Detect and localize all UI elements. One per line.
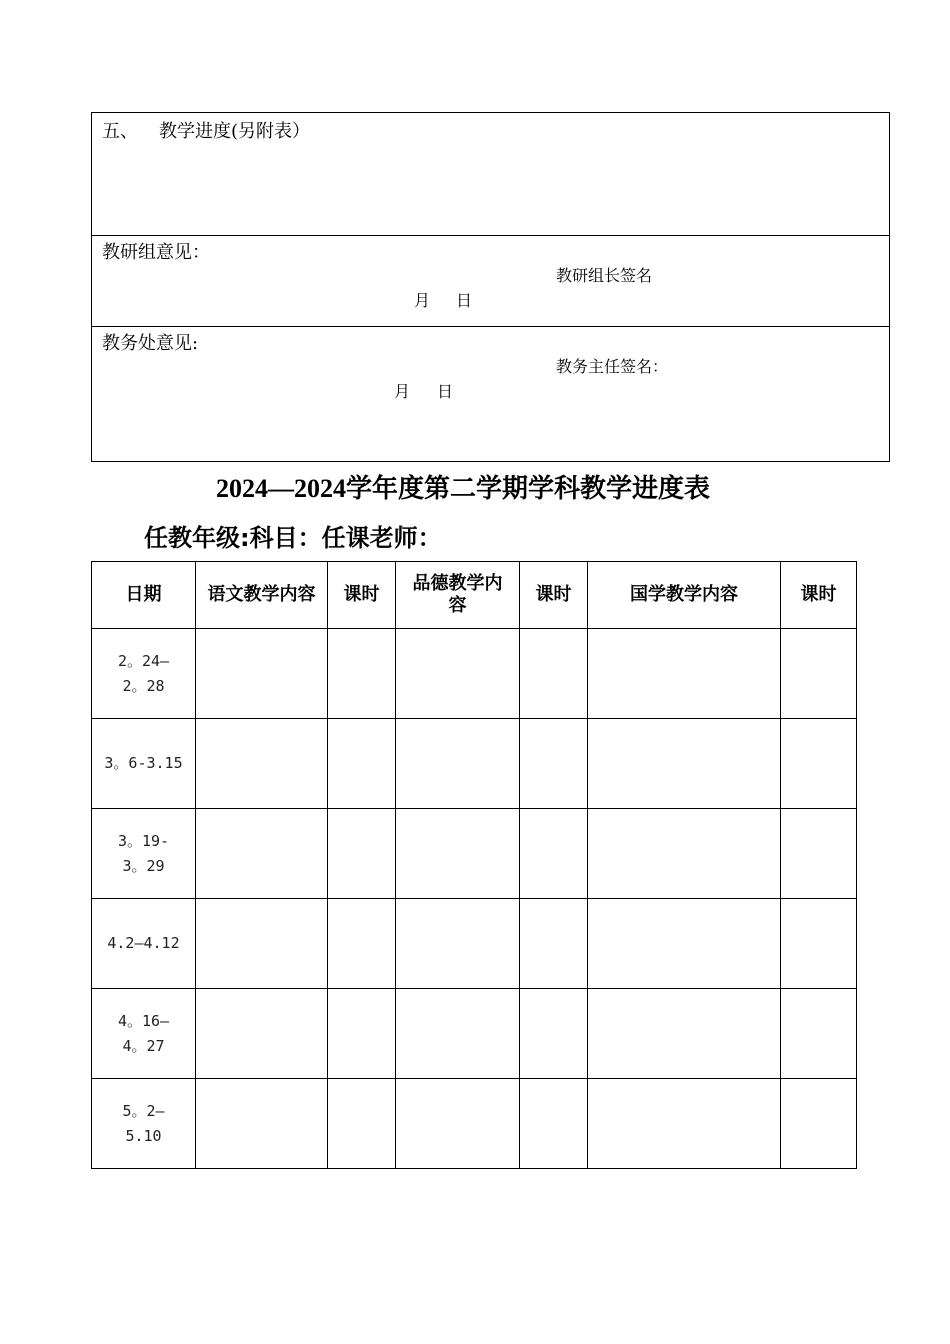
empty-cell: [588, 719, 781, 809]
empty-cell: [328, 629, 396, 719]
office-director-signature: 教务主任签名：: [556, 357, 669, 376]
header-morality-content: [396, 562, 520, 629]
empty-cell: [520, 1079, 588, 1169]
empty-cell: [196, 629, 328, 719]
empty-cell: [781, 1079, 857, 1169]
date-line: 5.10: [125, 1126, 162, 1145]
header-morality-content-label: 品德教学内容: [412, 573, 503, 616]
empty-cell: [196, 1079, 328, 1169]
office-date-month: 月: [394, 382, 411, 401]
table-row: [92, 719, 857, 809]
group-date-day: 日: [456, 291, 473, 310]
empty-cell: [520, 809, 588, 899]
date-line: 3。6-3.15: [104, 754, 183, 772]
empty-cell: [520, 719, 588, 809]
empty-cell: [328, 1079, 396, 1169]
empty-cell: [588, 629, 781, 719]
table-row: [92, 1079, 857, 1169]
empty-cell: [588, 1079, 781, 1169]
page-subtitle: 任教年级:科目：任课老师：: [144, 524, 442, 552]
empty-cell: [781, 629, 857, 719]
empty-cell: [781, 899, 857, 989]
table-row: [92, 899, 857, 989]
section-group-opinion: [91, 235, 890, 326]
group-leader-signature: 教研组长签名: [556, 266, 653, 285]
section-number: 五、: [102, 121, 138, 142]
date-cell: [92, 989, 196, 1079]
header-hours-1: 课时: [328, 562, 396, 629]
date-line: 4.2—4.12: [107, 934, 180, 952]
schedule-table: [91, 561, 857, 1169]
empty-cell: [396, 719, 520, 809]
table-row: [92, 989, 857, 1079]
group-opinion-label: 教研组意见：: [102, 242, 210, 263]
header-chinese-content: [196, 562, 328, 629]
empty-cell: [328, 809, 396, 899]
empty-cell: [588, 809, 781, 899]
header-chinese-content-label: 语文教学内容: [207, 584, 316, 605]
empty-cell: [781, 989, 857, 1079]
table-row: [92, 629, 857, 719]
empty-cell: [520, 899, 588, 989]
date-cell: [92, 899, 196, 989]
date-line: 3。29: [122, 856, 165, 875]
section-office-opinion: [91, 326, 890, 462]
header-guoxue-content: 国学教学内容: [588, 562, 781, 629]
empty-cell: [196, 989, 328, 1079]
empty-cell: [328, 719, 396, 809]
empty-cell: [396, 899, 520, 989]
header-date: 日期: [92, 562, 196, 629]
empty-cell: [396, 629, 520, 719]
header-hours-2: 课时: [520, 562, 588, 629]
date-line: 5。2—: [122, 1101, 165, 1120]
empty-cell: [396, 809, 520, 899]
date-cell: [92, 719, 196, 809]
date-line: 2。24—: [117, 651, 170, 670]
empty-cell: [328, 899, 396, 989]
date-cell: [92, 1079, 196, 1169]
empty-cell: [520, 629, 588, 719]
page-title: 2024—2024学年度第二学期学科教学进度表: [215, 474, 710, 503]
empty-cell: [588, 989, 781, 1079]
date-line: 3。19-: [117, 831, 170, 850]
section-title: 教学进度(另附表）: [159, 121, 311, 142]
office-opinion-label: 教务处意见:: [102, 333, 199, 354]
empty-cell: [588, 899, 781, 989]
group-date-month: 月: [414, 291, 431, 310]
date-cell: [92, 629, 196, 719]
office-date-day: 日: [437, 382, 454, 401]
date-line: 4。27: [122, 1036, 165, 1055]
table-row: [92, 809, 857, 899]
empty-cell: [520, 989, 588, 1079]
date-line: 4。16—: [117, 1011, 170, 1030]
date-cell: [92, 809, 196, 899]
table-header-row: [92, 562, 857, 629]
empty-cell: [196, 899, 328, 989]
empty-cell: [196, 719, 328, 809]
empty-cell: [396, 989, 520, 1079]
empty-cell: [781, 809, 857, 899]
empty-cell: [781, 719, 857, 809]
header-hours-3: 课时: [781, 562, 857, 629]
empty-cell: [328, 989, 396, 1079]
section-teaching-progress: [91, 112, 890, 235]
empty-cell: [196, 809, 328, 899]
date-line: 2。28: [122, 676, 165, 695]
empty-cell: [396, 1079, 520, 1169]
